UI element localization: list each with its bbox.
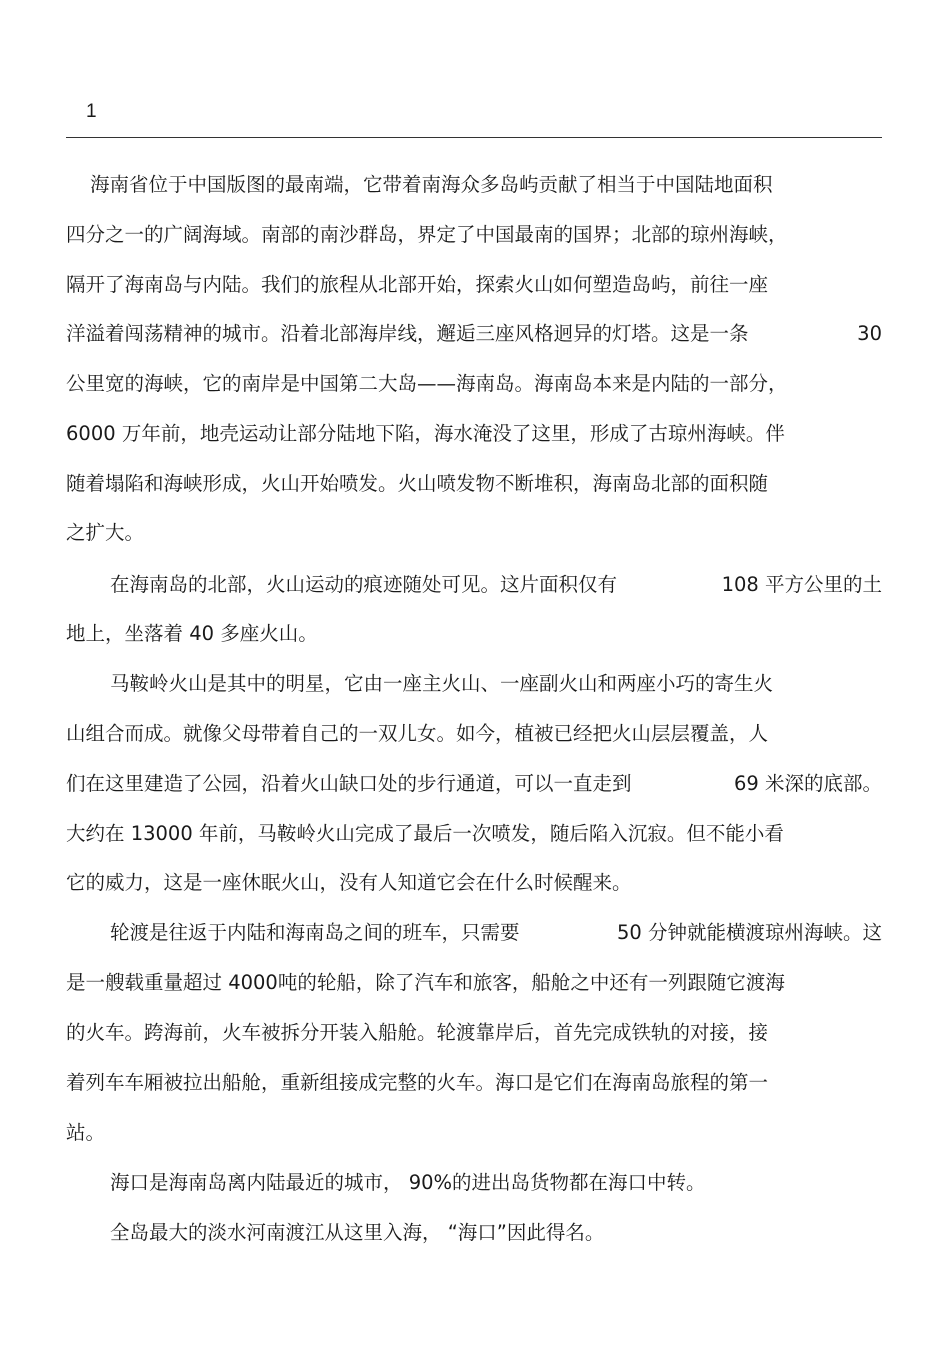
paragraph-line: 大约在 13000 年前，马鞍岭火山完成了最后一次喷发，随后陷入沉寂。但不能小看 bbox=[66, 822, 784, 845]
paragraph-line-tail: 108 平方公里的土 bbox=[721, 573, 882, 596]
paragraph-line: 它的威力，这是一座休眠火山，没有人知道它会在什么时候醒来。 bbox=[66, 871, 632, 894]
header-divider bbox=[66, 137, 882, 138]
paragraph-line: 四分之一的广阔海域。南部的南沙群岛，界定了中国最南的国界；北部的琼州海峡， bbox=[66, 223, 788, 246]
paragraph-line-tail: 69 米深的底部。 bbox=[733, 772, 882, 795]
page-number: 1 bbox=[86, 101, 97, 122]
paragraph-line: 之扩大。 bbox=[66, 521, 145, 544]
paragraph-line: 随着塌陷和海峡形成，火山开始喷发。火山喷发物不断堆积，海南岛北部的面积随 bbox=[66, 472, 769, 495]
paragraph-line-tail: 30 bbox=[857, 322, 882, 345]
paragraph-line: 轮渡是往返于内陆和海南岛之间的班车，只需要 bbox=[110, 921, 520, 944]
paragraph-line-tail: 50 分钟就能横渡琼州海峡。这 bbox=[616, 921, 882, 944]
paragraph-line: 们在这里建造了公园，沿着火山缺口处的步行通道，可以一直走到 bbox=[66, 772, 632, 795]
paragraph-line: 站。 bbox=[66, 1121, 106, 1144]
paragraph-line: 地上，坐落着 40 多座火山。 bbox=[66, 622, 318, 645]
paragraph-line: 的火车。跨海前，火车被拆分开装入船舱。轮渡靠岸后，首先完成铁轨的对接，接 bbox=[66, 1021, 769, 1044]
paragraph-line: 6000 万年前，地壳运动让部分陆地下陷，海水淹没了这里，形成了古琼州海峡。伴 bbox=[66, 422, 785, 445]
paragraph-line: 是一艘载重量超过 4000吨的轮船，除了汽车和旅客，船舱之中还有一列跟随它渡海 bbox=[66, 971, 785, 994]
paragraph-line: 着列车车厢被拉出船舱，重新组接成完整的火车。海口是它们在海南岛旅程的第一 bbox=[66, 1071, 769, 1094]
paragraph-line: 隔开了海南岛与内陆。我们的旅程从北部开始，探索火山如何塑造岛屿，前往一座 bbox=[66, 273, 769, 296]
paragraph-line: 公里宽的海峡，它的南岸是中国第二大岛——海南岛。海南岛本来是内陆的一部分， bbox=[66, 372, 788, 395]
paragraph-line: 洋溢着闯荡精神的城市。沿着北部海岸线，邂逅三座风格迥异的灯塔。这是一条 bbox=[66, 322, 749, 345]
paragraph-line: 在海南岛的北部，火山运动的痕迹随处可见。这片面积仅有 bbox=[110, 573, 618, 596]
paragraph-line: 海口是海南岛离内陆最近的城市， 90%的进出岛货物都在海口中转。 bbox=[110, 1171, 706, 1194]
paragraph-line: 马鞍岭火山是其中的明星，它由一座主火山、一座副火山和两座小巧的寄生火 bbox=[110, 672, 774, 695]
paragraph-line: 山组合而成。就像父母带着自己的一双儿女。如今，植被已经把火山层层覆盖，人 bbox=[66, 722, 769, 745]
paragraph-line: 全岛最大的淡水河南渡江从这里入海， “海口”因此得名。 bbox=[110, 1221, 605, 1244]
paragraph-line: 海南省位于中国版图的最南端，它带着南海众多岛屿贡献了相当于中国陆地面积 bbox=[90, 173, 773, 196]
